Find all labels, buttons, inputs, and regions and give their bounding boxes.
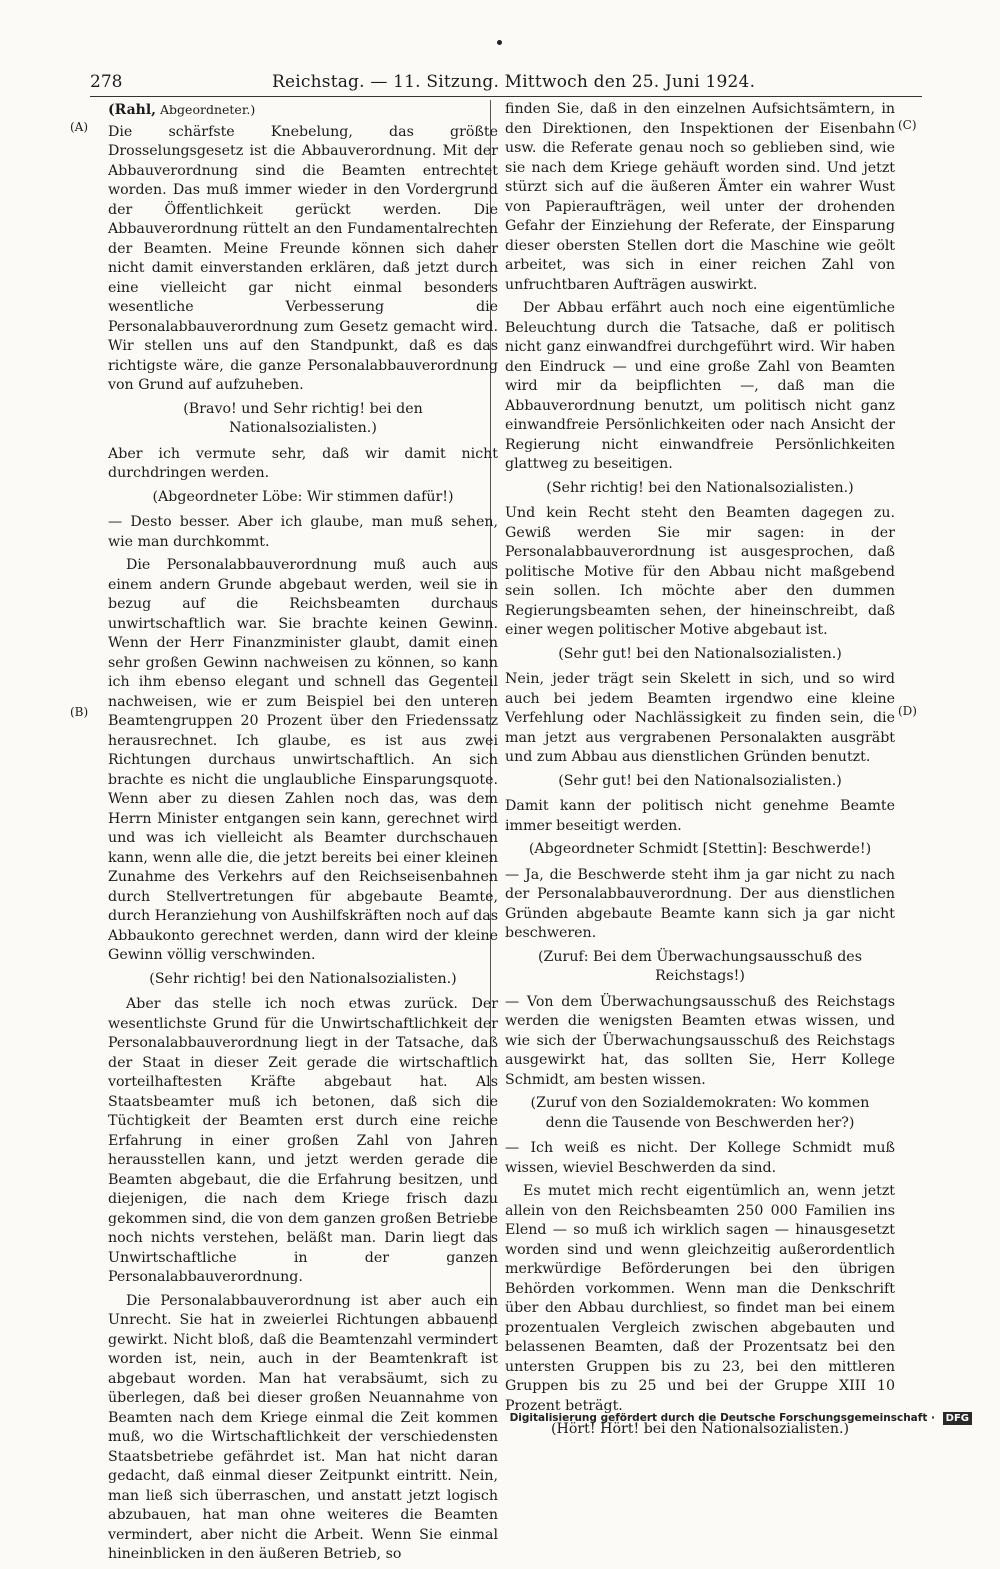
reaction-note: (Sehr gut! bei den Nationalsozialisten.) <box>558 772 842 789</box>
dfg-logo: DFG <box>943 1412 972 1425</box>
speaker-role: Abgeordneter.) <box>160 102 256 117</box>
paragraph: Nein, jeder trägt sein Skelett in sich, und so wird auch bei jedem Beamten irgendwo eine kleine Verfehlung oder Nachlässigkeit zu finden sein, die man jetzt aus vergrabenen Personalakten ausgräbt und zum Abbau aus dienstlichen Gründen benutzt. <box>505 671 895 765</box>
page-dot <box>497 40 502 45</box>
page-header <box>90 72 922 97</box>
page-title: Reichstag. — 11. Sitzung. Mittwoch den 25. Juni 1924. <box>272 72 756 92</box>
reaction-note: (Sehr richtig! bei den Nationalsozialisten.) <box>149 970 457 987</box>
margin-marker-a: (A) <box>70 120 89 134</box>
paragraph: Damit kann der politisch nicht genehme Beamte immer beseitigt werden. <box>505 798 895 834</box>
reaction-note: (Sehr gut! bei den Nationalsozialisten.) <box>558 645 842 662</box>
paragraph: Und kein Recht steht den Beamten dagegen zu. Gewiß werden Sie mir sagen: in der Personalabbauverordnung ist ausgesprochen, daß politische Motive für den Abbau nicht maßgebend sein sollen. Ich möchte aber den dummen Regierungsbeamten sehen, der hineinschreibt, daß einer wegen politischer Motive abgebaut ist. <box>505 505 895 638</box>
paragraph: Die Personalabbauverordnung muß auch aus einem andern Grunde abgebaut werden, weil sie in bezug auf die Reichsbeamten durchaus unwirtschaftlich war. Sie brachte keinen Gewinn. Wenn der Herr Finanzminister glaubt, damit einen sehr großen Gewinn nachweisen zu können, so kann ich ihm ebenso elegant und schnell das Gegenteil nachweisen, wie er zum Beispiel bei den unteren Beamtengruppen 20 Prozent über den Friedenssatz herausrechnet. Ich glaube, es ist aus zwei Richtungen durchaus unwirtschaftlich. An sich brachte es nicht die unglaubliche Einsparungsquote. Wenn aber zu diesen Zahlen noch das, was dem Herrn Minister entgangen sein kann, gerechnet wird und was ich vielleicht als Beamter durchschauen kann, wenn alle die, die jetzt bereits bei einer kleinen Zunahme des Verkehrs auf den Reichseisenbahnen durch Stellvertretungen für abgebaute Beamte, durch Heranziehung von Aushilfskräften noch auf das Abbaukonto gerechnet werden, dann wird der kleine Gewinn völlig verschwinden. <box>108 557 498 963</box>
paragraph: Es mutet mich recht eigentümlich an, wenn jetzt allein von den Reichsbeamten 250 000 Familien ins Elend — so muß ich wirklich sagen — hinausgesetzt worden sind und wenn gleichzeitig außerordentlich merkwürdige Beförderungen bei den übrigen Behörden vorkommen. Wenn man die Denkschrift über den Abbau durchliest, so findet man bei einem prozentualen Vergleich zwischen abgebauten und belassenen Beamten, daß der Prozentsatz bei den untersten Gruppen bis zu 23, bei den mittleren Gruppen bis zu 25 und bei der Gruppe XIII 10 Prozent beträgt. <box>505 1183 895 1414</box>
reaction-note: (Zuruf: Bei dem Überwachungsausschuß des Reichstags!) <box>538 948 862 984</box>
reaction-note: (Hört! Hört! bei den Nationalsozialisten.) <box>550 1421 850 1437</box>
reaction-note: (Zuruf von den Sozialdemokraten: Wo kommen denn die Tausende von Beschwerden her?) <box>530 1095 870 1131</box>
paragraph: — Desto besser. Aber ich glaube, man muß sehen, wie man durchkommt. <box>108 514 498 550</box>
page-number: 278 <box>90 72 123 92</box>
reaction-note: (Sehr richtig! bei den Nationalsozialisten.) <box>546 479 854 496</box>
paragraph: Der Abbau erfährt auch noch eine eigentümliche Beleuchtung durch die Tatsache, daß er politisch nicht ganz einwandfrei durchgeführt wird. Wir haben den Eindruck — und eine große Zahl von Beamten wird mir da beipflichten —, daß man die Abbauverordnung benutzt, um politisch nicht ganz einwandfreie Persönlichkeiten oder nach Ansicht der Regierung nicht einwandfreie Persönlichkeiten glattweg zu beseitigen. <box>505 300 895 472</box>
paragraph: — Von dem Überwachungsausschuß des Reichstags werden die wenigsten Beamten etwas wissen, und wie sich der Überwachungsausschuß des Reichstags ausgewirkt hat, das sollten Sie, Herr Kollege Schmidt, am besten wissen. <box>505 993 895 1088</box>
reaction-note: (Bravo! und Sehr richtig! bei den Nationalsozialisten.) <box>183 400 423 436</box>
footer-text: Digitalisierung gefördert durch die Deutsche Forschungsgemeinschaft · <box>509 1412 935 1424</box>
margin-marker-d: (D) <box>898 704 917 718</box>
speaker-line <box>108 100 498 121</box>
speaker-name: (Rahl, <box>108 102 157 118</box>
footer-credit <box>510 1412 972 1425</box>
margin-marker-b: (B) <box>70 705 89 719</box>
paragraph: — Ja, die Beschwerde steht ihm ja gar nicht zu nach der Personalabbauverordnung. Der aus dienstlichen Gründen abgebaute Beamte kann sich ja gar nicht beschweren. <box>505 866 895 941</box>
paragraph: Aber das stelle ich noch etwas zurück. Der wesentlichste Grund für die Unwirtschaftlichkeit der Personalabbauverordnung liegt in der Tatsache, daß der Staat in dieser Zeit gerade die wirtschaftlich vorteilhaftesten Kräfte abgebaut hat. Als Staatsbeamter muß ich betonen, daß sich die Tüchtigkeit der Beamten erst durch eine reiche Erfahrung in einer großen Zahl von Jahren herausstellen kann, und jetzt werden gerade die Beamten abgebaut, die die Erfahrung besitzen, und diejenigen, die nach dem Kriege frisch dazu gekommen sind, die von dem ganzen großen Betriebe noch nichts verstehen, beläßt man. Darin liegt das Unwirtschaftliche in der ganzen Personalabbauverordnung. <box>108 996 498 1285</box>
reaction-note: (Abgeordneter Löbe: Wir stimmen dafür!) <box>152 488 454 505</box>
left-column <box>108 100 498 1569</box>
paragraph: Aber ich vermute sehr, daß wir damit nicht durchdringen werden. <box>108 445 498 481</box>
paragraph: — Ich weiß es nicht. Der Kollege Schmidt muß wissen, wieviel Beschwerden da sind. <box>505 1140 895 1176</box>
paragraph: finden Sie, daß in den einzelnen Aufsichtsämtern, in den Direktionen, den Inspektionen der Eisenbahn usw. die Referate genau noch so geblieben sind, wie sie nach dem Kriege gehäuft worden sind. Und jetzt stürzt sich auf die äußeren Ämter ein wahrer Wust von Papieraufträgen, weil unter der drohenden Gefahr der Einziehung der Referate, der Einsparung dieser obersten Stellen dort die Maschine wie geölt arbeitet, was sich in einer reichen Zahl von unfruchtbaren Aufträgen auswirkt. <box>505 101 895 293</box>
paragraph: Die schärfste Knebelung, das größte Drosselungsgesetz ist die Abbauverordnung. Mit der Abbauverordnung sind die Beamten entrechtet worden. Das muß immer wieder in den Vordergrund der Öffentlichkeit gerückt werden. Die Abbauverordnung rüttelt an den Fundamentalrechten der Beamten. Meine Freunde können sich daher nicht damit einverstanden erklären, daß jetzt durch eine vielleicht gar nicht einmal besonders wesentliche Verbesserung die Personalabbauverordnung zum Gesetz gemacht wird. Wir stellen uns auf den Standpunkt, daß es das richtigste wäre, die ganze Personalabbauverordnung von Grund auf aufzuheben. <box>108 123 498 393</box>
paragraph: Die Personalabbauverordnung ist aber auch ein Unrecht. Sie hat in zweierlei Richtungen abbauend gewirkt. Nicht bloß, daß die Beamtenzahl vermindert worden ist, nein, auch in der Beamtenkraft ist abgebaut worden. Man hat verabsäumt, sich zu überlegen, daß bei dieser großen Neuannahme von Beamten nach dem Kriege einmal die Zeit kommen muß, wo die Wirtschaftlichkeit der verschiedensten Staatsbetriebe gefährdet ist. Man hat nicht daran gedacht, daß einmal dieser Zeitpunkt eintritt. Nein, man ließ sich überraschen, und anstatt jetzt logisch abzubauen, hat man ohne weiteres die Beamten vermindert, aber nicht die Arbeit. Wenn Sie einmal hineinblicken in den äußeren Betrieb, so <box>108 1292 498 1562</box>
margin-marker-c: (C) <box>898 118 917 132</box>
right-column <box>505 100 895 1446</box>
reaction-note: (Abgeordneter Schmidt [Stettin]: Beschwerde!) <box>528 841 872 857</box>
